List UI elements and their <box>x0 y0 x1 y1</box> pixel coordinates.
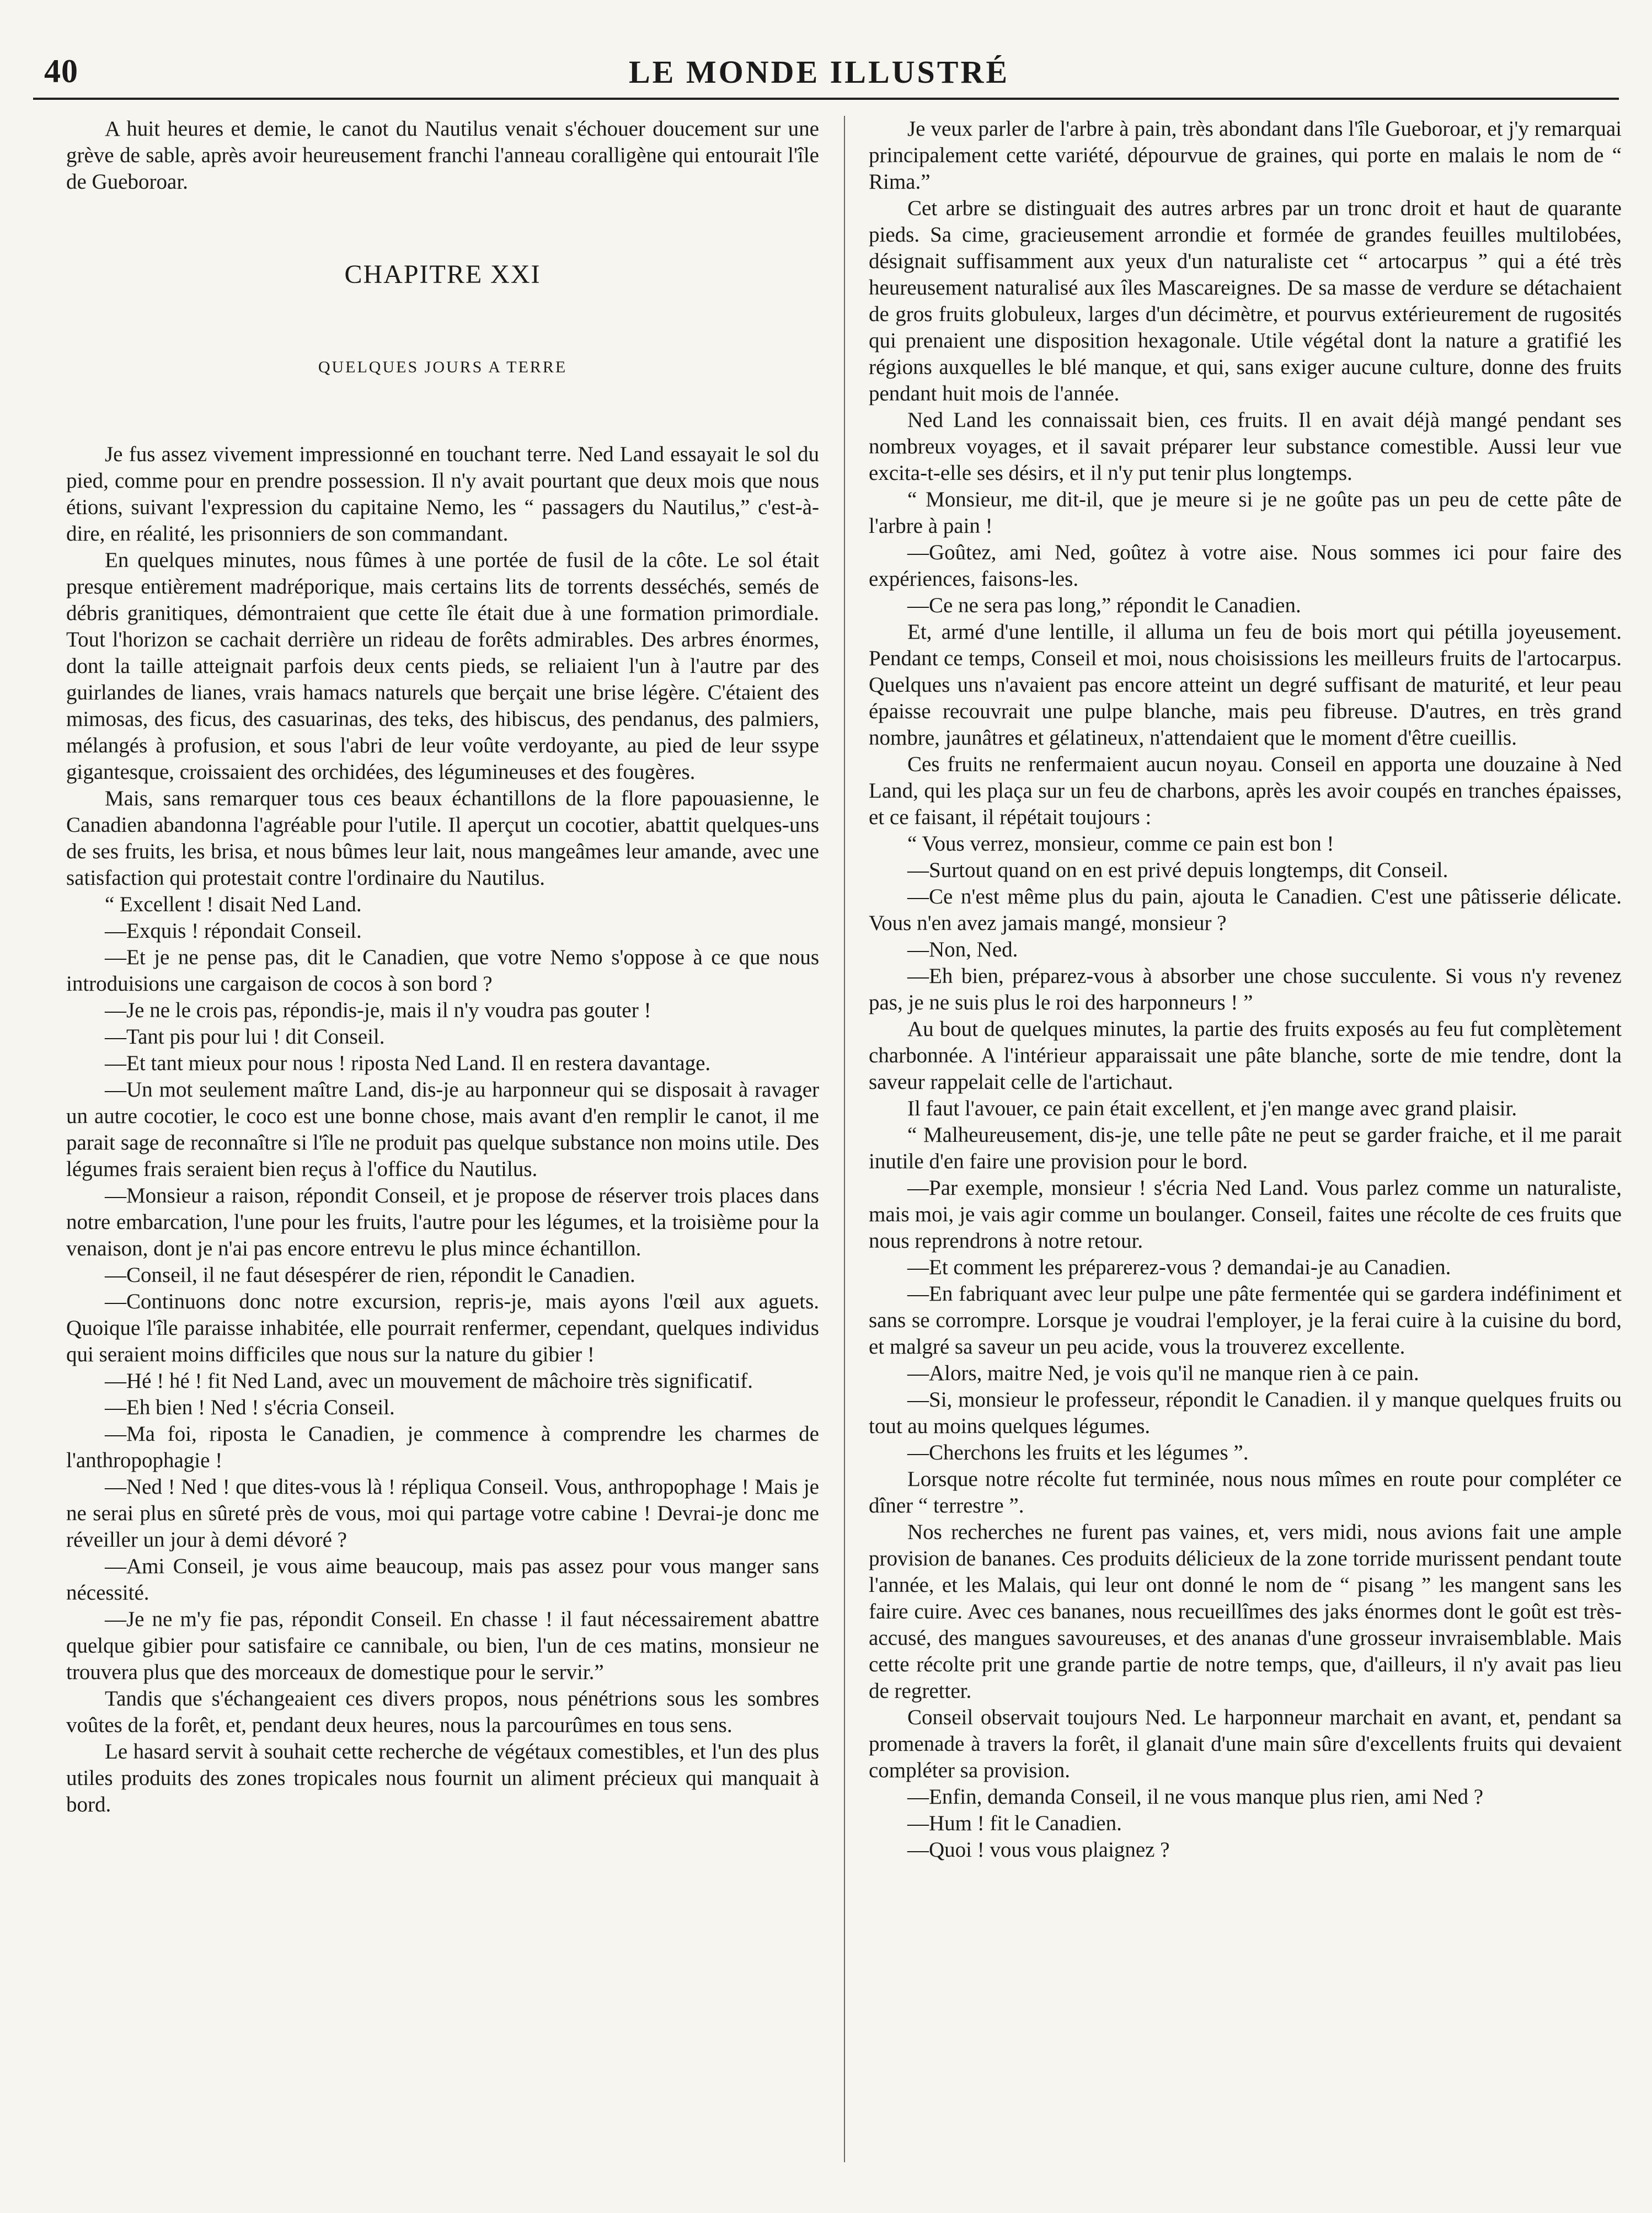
dialogue-line: —Eh bien ! Ned ! s'écria Conseil. <box>105 1396 395 1419</box>
paragraph: Nos recherches ne furent pas vaines, et, vers midi, nous avions fait une ample provision de bananes. Ces produits délicieux de la zone torride murissent pendant toute l'année, et les Malais, qui leur ont donné le nom de “ pisang ” les mangent sans les faire cuire. Avec ces bananes, nous recueillîmes des jaks énormes dont le goût est très-accusé, des mangues savoureuses, et des ananas d'une grosseur invraisemblable. Mais cette récolte prit une grande partie de notre temps, que, d'ailleurs, il n'y avait pas lieu de regretter. <box>869 1520 1622 1703</box>
paragraph: Ned Land les connaissait bien, ces fruits. Il en avait déjà mangé pendant ses nombreux voyages, et il savait préparer leur substance comestible. Aussi leur vue excita-t-elle ses désirs, et il n'y put tenir plus longtemps. <box>869 408 1622 485</box>
dialogue-line: —Ce ne sera pas long,” répondit le Canadien. <box>907 594 1301 617</box>
dialogue-line: —Exquis ! répondait Conseil. <box>105 919 362 943</box>
paragraph: Et, armé d'une lentille, il alluma un feu de bois mort qui pétilla joyeusement. Pendant ce temps, Conseil et moi, nous choisissions les meilleurs fruits de l'artocarpus. Quelques uns n'avaient pas encore atteint un degré suffisant de maturité, et leur peau épaisse recouvrait une pulpe blanche, mais peu fibreuse. D'autres, en très grand nombre, jaunâtres et gélatineux, n'attendaient que le moment d'être cueillis. <box>869 620 1622 750</box>
paragraph: Conseil observait toujours Ned. Le harponneur marchait en avant, et, pendant sa promenade à travers la forêt, il glanait d'une main sûre d'excellents fruits qui devaient compléter sa provision. <box>869 1706 1622 1782</box>
dialogue-line: —Non, Ned. <box>907 938 1018 961</box>
dialogue-line: “ Monsieur, me dit-il, que je meure si je ne goûte pas un peu de cette pâte de l'arbre à pain ! <box>869 488 1622 538</box>
paragraph: Cet arbre se distinguait des autres arbres par un tronc droit et haut de quarante pieds. Sa cime, gracieusement arrondie et formée de grandes feuilles multilobées, désignait suffisamment aux yeux d'un naturaliste cet “ artocarpus ” qui a été très heureusement naturalisé aux îles Mascareignes. De sa masse de verdure se détachaient de gros fruits globuleux, larges d'un décimètre, et pourvus extérieurement de rugosités qui prenaient une disposition hexagonale. Utile végétal dont la nature a gratifié les régions auxquelles le blé manque, et qui, sans exiger aucune culture, donne des fruits pendant huit mois de l'année. <box>869 196 1622 405</box>
dialogue-line: —Goûtez, ami Ned, goûtez à votre aise. Nous sommes ici pour faire des expériences, faisons-les. <box>869 541 1622 591</box>
dialogue-line: “ Excellent ! disait Ned Land. <box>105 892 362 916</box>
dialogue-line: —Monsieur a raison, répondit Conseil, et je propose de réserver trois places dans notre embarcation, l'une pour les fruits, l'autre pour les légumes, et la troisième pour la venaison, dont je n'ai pas encore entrevu le plus mince échantillon. <box>66 1184 819 1260</box>
dialogue-line: —Tant pis pour lui ! dit Conseil. <box>105 1025 385 1049</box>
dialogue-line: “ Vous verrez, monsieur, comme ce pain est bon ! <box>907 832 1334 856</box>
paragraph: En quelques minutes, nous fûmes à une portée de fusil de la côte. Le sol était presque entièrement madréporique, mais certains lits de torrents desséchés, semés de débris granitiques, démontraient que cette île était due à une formation primordiale. Tout l'horizon se cachait derrière un rideau de forêts admirables. Des arbres énormes, dont la taille atteignait parfois deux cents pieds, se reliaient l'un à l'autre par des guirlandes de lianes, vrais hamacs naturels que berçait une brise légère. C'étaient des mimosas, des ficus, des casuarinas, des teks, des hibiscus, des pendanus, des palmiers, mélangés à profusion, et sous l'abri de leur voûte verdoyante, au pied de leur ssype gigantesque, croissaient des orchidées, des légumineuses et des fougères. <box>66 548 819 784</box>
page-header <box>33 52 1619 97</box>
dialogue-line: —Je ne le crois pas, répondis-je, mais il n'y voudra pas gouter ! <box>105 998 651 1022</box>
paragraph: Le hasard servit à souhait cette recherche de végétaux comestibles, et l'un des plus utiles produits des zones tropicales nous fournit un aliment précieux qui manquait à bord. <box>66 1740 819 1816</box>
dialogue-line: —En fabriquant avec leur pulpe une pâte fermentée qui se gardera indéfiniment et sans se corrompre. Lorsque je voudrai l'employer, je la ferai cuire à la cuisine du bord, et malgré sa saveur un peu acide, vous la trouverez excellente. <box>869 1282 1622 1359</box>
dialogue-line: —Conseil, il ne faut désespérer de rien, répondit le Canadien. <box>105 1263 635 1287</box>
paragraph-intro: A huit heures et demie, le canot du Nautilus venait s'échouer doucement sur une grève de sable, après avoir heureusement franchi l'anneau coralligène qui entourait l'île de Gueboroar. <box>66 117 819 194</box>
paragraph: Lorsque notre récolte fut terminée, nous nous mîmes en route pour compléter ce dîner “ terrestre ”. <box>869 1467 1622 1517</box>
chapter-title: CHAPITRE XXI <box>344 260 541 289</box>
dialogue-line: —Continuons donc notre excursion, repris-je, mais ayons l'œil aux aguets. Quoique l'île paraisse inhabitée, elle pourrait renfermer, cependant, quelques individus qui seraient moins difficiles que nous sur la nature du gibier ! <box>66 1290 819 1366</box>
text-columns <box>66 116 1627 2168</box>
paragraph: Tandis que s'échangeaient ces divers propos, nous pénétrions sous les sombres voûtes de la forêt, et, pendant deux heures, nous la parcourûmes en tous sens. <box>66 1687 819 1737</box>
masthead-title: LE MONDE ILLUSTRÉ <box>629 54 1010 90</box>
dialogue-line: —Et je ne pense pas, dit le Canadien, que votre Nemo s'oppose à ce que nous introduisions une cargaison de cocos à son bord ? <box>66 945 819 996</box>
dialogue-line: —Ned ! Ned ! que dites-vous là ! répliqua Conseil. Vous, anthropophage ! Mais je ne serai plus en sûreté près de vous, moi qui partage votre cabine ! Devrai-je donc me réveiller un jour à demi dévoré ? <box>66 1475 819 1552</box>
paragraph: Je fus assez vivement impressionné en touchant terre. Ned Land essayait le sol du pied, comme pour en prendre possession. Il n'y avait pourtant que deux mois que nous étions, suivant l'expression du capitaine Nemo, les “ passagers du Nautilus,” c'est-à-dire, en réalité, les prisonniers de son commandant. <box>66 442 819 546</box>
left-column <box>66 116 819 2168</box>
dialogue-line: —Eh bien, préparez-vous à absorber une chose succulente. Si vous n'y revenez pas, je ne suis plus le roi des harponneurs ! ” <box>869 964 1622 1014</box>
dialogue-line: “ Malheureusement, dis-je, une telle pâte ne peut se garder fraiche, et il me parait inutile d'en faire une provision pour le bord. <box>869 1123 1622 1173</box>
header-rule <box>33 98 1619 100</box>
dialogue-line: —Enfin, demanda Conseil, il ne vous manque plus rien, ami Ned ? <box>907 1785 1484 1809</box>
right-column <box>869 116 1622 2168</box>
paragraph: Ces fruits ne renfermaient aucun noyau. Conseil en apporta une douzaine à Ned Land, qui les plaça sur un feu de charbons, après les avoir coupés en tranches épaisses, et ce faisant, il répétait toujours : <box>869 752 1622 829</box>
dialogue-line: —Ami Conseil, je vous aime beaucoup, mais pas assez pour vous manger sans nécessité. <box>66 1554 819 1605</box>
paragraph: Mais, sans remarquer tous ces beaux échantillons de la flore papouasienne, le Canadien abandonna l'agréable pour l'utile. Il aperçut un cocotier, abattit quelques-uns de ses fruits, les brisa, et nous bûmes leur lait, nous mangeâmes leur amande, avec une satisfaction qui protestait contre l'ordinaire du Nautilus. <box>66 787 819 890</box>
paragraph: Il faut l'avouer, ce pain était excellent, et j'en mange avec grand plaisir. <box>907 1097 1517 1120</box>
dialogue-line: —Un mot seulement maître Land, dis-je au harponneur qui se disposait à ravager un autre cocotier, le coco est une bonne chose, mais avant d'en remplir le canot, il me parait sage de reconnaître si l'île ne produit pas quelque substance non moins utile. Des légumes frais seraient bien reçus à l'office du Nautilus. <box>66 1078 819 1181</box>
dialogue-line: —Et tant mieux pour nous ! riposta Ned Land. Il en restera davantage. <box>105 1051 711 1075</box>
page-number: 40 <box>44 53 78 89</box>
dialogue-line: —Ma foi, riposta le Canadien, je commence à comprendre les charmes de l'anthropophagie ! <box>66 1422 819 1472</box>
dialogue-line: —Par exemple, monsieur ! s'écria Ned Land. Vous parlez comme un naturaliste, mais moi, je vais agir comme un boulanger. Conseil, faites une récolte de ces fruits que nous reprendrons à notre retour. <box>869 1176 1622 1253</box>
chapter-subtitle: QUELQUES JOURS A TERRE <box>318 358 568 376</box>
dialogue-line: —Cherchons les fruits et les légumes ”. <box>907 1441 1249 1464</box>
dialogue-line: —Alors, maitre Ned, je vois qu'il ne manque rien à ce pain. <box>907 1361 1419 1385</box>
dialogue-line: —Quoi ! vous vous plaignez ? <box>907 1838 1170 1862</box>
paragraph: Au bout de quelques minutes, la partie des fruits exposés au feu fut complètement charbonnée. A l'intérieur apparaissait une pâte blanche, sorte de mie tendre, dont la saveur rappelait celle de l'artichaut. <box>869 1017 1622 1094</box>
column-divider <box>844 116 845 2162</box>
dialogue-line: —Ce n'est même plus du pain, ajouta le Canadien. C'est une pâtisserie délicate. Vous n'en avez jamais mangé, monsieur ? <box>869 885 1622 935</box>
paragraph: Je veux parler de l'arbre à pain, très abondant dans l'île Gueboroar, et j'y remarquai principalement cette variété, dépourvue de graines, qui porte en malais le nom de “ Rima.” <box>869 117 1622 194</box>
dialogue-line: —Je ne m'y fie pas, répondit Conseil. En chasse ! il faut nécessairement abattre quelque gibier pour satisfaire ce cannibale, ou bien, l'un de ces matins, monsieur ne trouvera plus que des morceaux de domestique pour le servir.” <box>66 1607 819 1684</box>
dialogue-line: —Et comment les préparerez-vous ? demandai-je au Canadien. <box>907 1255 1451 1279</box>
dialogue-line: —Si, monsieur le professeur, répondit le Canadien. il y manque quelques fruits ou tout au moins quelques légumes. <box>869 1388 1622 1438</box>
dialogue-line: —Hé ! hé ! fit Ned Land, avec un mouvement de mâchoire très significatif. <box>105 1369 753 1393</box>
dialogue-line: —Surtout quand on en est privé depuis longtemps, dit Conseil. <box>907 858 1448 882</box>
dialogue-line: —Hum ! fit le Canadien. <box>907 1811 1122 1835</box>
